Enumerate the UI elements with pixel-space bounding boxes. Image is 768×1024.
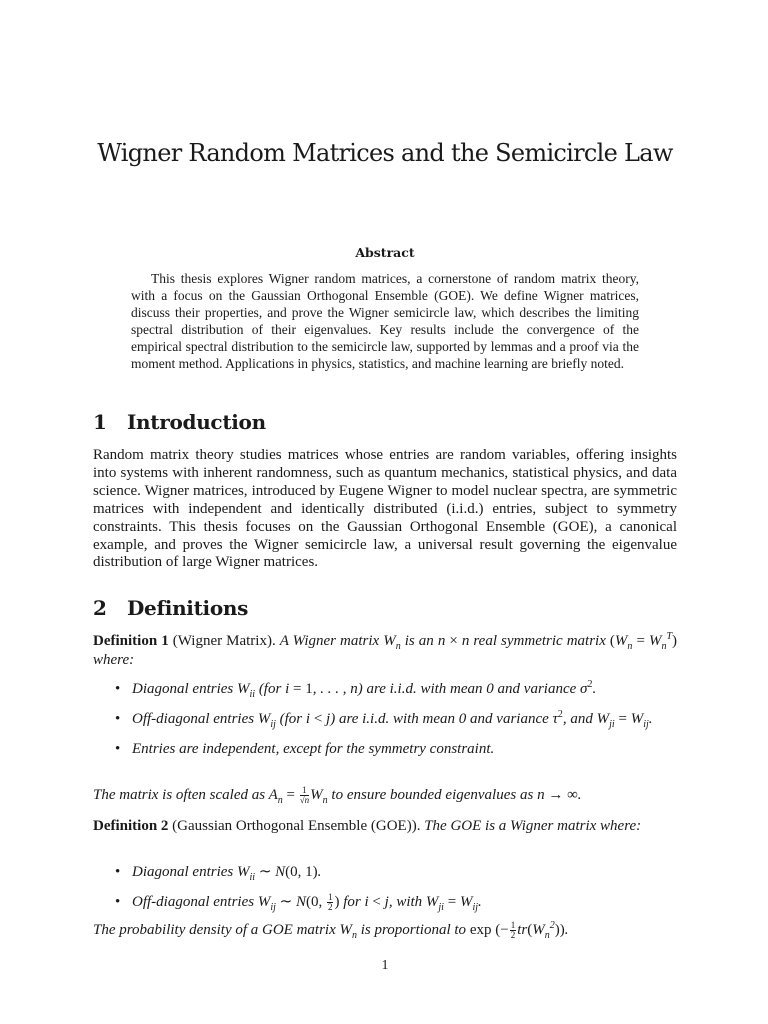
definition-2-list <box>93 863 677 923</box>
definition-1 <box>93 632 677 670</box>
section-title: Definitions <box>127 596 249 620</box>
page-number: 1 <box>381 958 389 973</box>
definition-name: (Gaussian Orthogonal Ensemble (GOE)). <box>172 818 421 834</box>
list-item: • Diagonal entries $W_{ii}$ ∼ N(0, 1). <box>115 864 322 883</box>
definition-label: Definition 2 <box>93 818 169 834</box>
list-item: • Off-diagonal entries $W_{ij}$ ∼ N(0, $\frac{1}{2}$ ) for i < j, with $W_{ji} = W_{ij}$. <box>115 892 482 913</box>
list-item: • Diagonal entries $W_{ii}$ (for i = 1, . . . , n) are i.i.d. with mean 0 and variance $\sigma^2$. <box>115 679 597 700</box>
definition-label: Definition 1 <box>93 633 169 649</box>
definition-intro: The GOE is a Wigner matrix where: <box>424 818 642 834</box>
abstract-text: This thesis explores Wigner random matrices, a cornerstone of random matrix theory, with a focus on the Gaussian Orthogonal Ensemble (GOE). We define Wigner matrices, discuss their properties, and prove the Wigner semicircle law, which describes the limiting spectral distribution of their eigenvalues. Key results include the convergence of the empirical spectral distribution to the semicircle law, supported by lemmas and a proof via the moment method. Applications in physics, statistics, and machine learning are briefly noted. <box>131 271 639 372</box>
list-item: • Off-diagonal entries $W_{ij}$ (for i < j) are i.i.d. with mean 0 and variance $\tau^2$, and $W_{ji} = W_{ij}$. <box>115 709 653 730</box>
definition-1-closing: The matrix is often scaled as $A_n$ = $\frac{1}{√n}$ $W_n$ to ensure bounded eigenvalues as n → ∞. <box>93 785 582 806</box>
definition-2-closing: The probability density of a GOE matrix $W_n$ is proportional to exp (− $\frac{1}{2}$ $tr(W_n^2)$). <box>93 920 569 941</box>
section-heading-definitions <box>93 596 677 620</box>
section-number: 2 <box>93 596 107 620</box>
paper-title: Wigner Random Matrices and the Semicircle Law <box>97 139 673 167</box>
definition-name: (Wigner Matrix). <box>172 633 276 649</box>
abstract-heading: Abstract <box>355 245 415 260</box>
section-number: 1 <box>93 410 107 434</box>
section-heading-introduction <box>93 410 677 434</box>
definition-intro: A Wigner matrix $W_n$ is an n × n real symmetric matrix $(W_n = W_n^T)$ where: <box>93 631 678 668</box>
section-title: Introduction <box>127 410 266 434</box>
definition-1-list <box>93 680 677 770</box>
definition-2 <box>93 817 677 836</box>
list-item: • Entries are independent, except for the symmetry constraint. <box>115 741 495 757</box>
introduction-paragraph: Random matrix theory studies matrices whose entries are random variables, offering insights into systems with inherent randomness, such as quantum mechanics, statistical physics, and data science. Wigner matrices, introduced by Eugene Wigner to model nuclear spectra, are symmetric matrices with independent and identically distributed (i.i.d.) entries, subject to symmetry constraints. This thesis focuses on the Gaussian Orthogonal Ensemble (GOE), a canonical example, and proves the Wigner semicircle law, a universal result governing the eigenvalue distribution of large Wigner matrices. <box>93 447 677 571</box>
